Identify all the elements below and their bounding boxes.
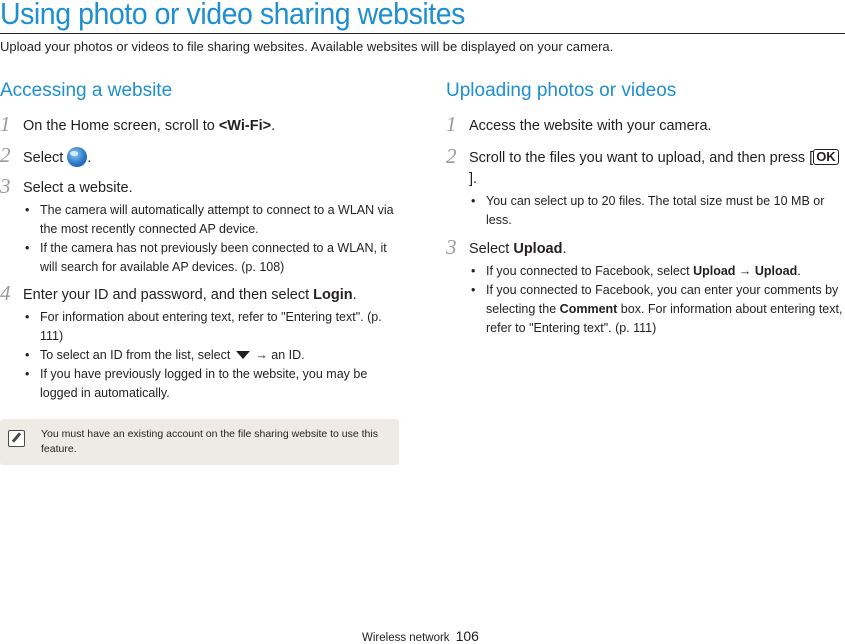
step-number: 1 — [0, 112, 11, 136]
step-2-bullets — [446, 192, 845, 230]
step-number: 1 — [446, 112, 457, 136]
login-label: Login — [313, 287, 353, 303]
intro-text: Upload your photos or videos to file sharing websites. Available websites will be displayed on your camera. — [0, 39, 614, 54]
step-number: 3 — [0, 174, 11, 198]
list-item: • If the camera has not previously been connected to a WLAN, it will search for available AP devices. (p. 108) — [23, 239, 400, 277]
uploading-section — [446, 80, 845, 338]
step-4-bullets — [0, 308, 400, 403]
page-title: Using photo or video sharing websites — [0, 0, 465, 31]
title-rule — [0, 33, 845, 34]
step-2: 2 Select . — [0, 143, 92, 167]
accessing-section — [0, 80, 400, 403]
note-box — [0, 419, 399, 465]
step-3-bullets — [446, 262, 845, 338]
list-item: • If you connected to Facebook, select Upload → Upload. — [469, 262, 845, 281]
section-heading-uploading: Uploading photos or videos — [446, 80, 677, 101]
step-number: 2 — [446, 144, 457, 168]
footer-section: Wireless network — [362, 632, 450, 644]
step-1: 1 Access the website with your camera. — [446, 112, 712, 136]
step-number: 3 — [446, 235, 457, 259]
step-3: 3 Select a website. — [0, 174, 133, 198]
list-item: • If you have previously logged in to the website, you may be logged in automatically. — [23, 365, 400, 403]
list-item: • You can select up to 20 files. The total size must be 10 MB or less. — [469, 192, 845, 230]
list-item: • If you connected to Facebook, you can enter your comments by selecting the Comment box. For information about entering text, refer to "Entering text". (p. 111) — [469, 281, 845, 338]
upload-label: Upload — [513, 241, 563, 257]
note-text: You must have an existing account on the file sharing website to use this feature. — [41, 428, 378, 455]
step-number: 2 — [0, 143, 11, 167]
step-4: 4 Enter your ID and password, and then select Login. — [0, 281, 357, 305]
page-number: 106 — [455, 628, 479, 644]
step-number: 4 — [0, 281, 11, 305]
list-item: • For information about entering text, refer to "Entering text". (p. 111) — [23, 308, 400, 346]
list-item: • The camera will automatically attempt to connect to a WLAN via the most recently connected AP device. — [23, 201, 400, 239]
step-2: 2 Scroll to the files you want to upload, and then press [ OK]. — [446, 148, 845, 190]
step-3-bullets — [0, 201, 400, 277]
section-heading-accessing: Accessing a website — [0, 80, 173, 101]
step-1: 1 On the Home screen, scroll to <Wi-Fi>. — [0, 112, 276, 136]
globe-icon — [67, 147, 87, 167]
list-item: • To select an ID from the list, select → an ID. — [23, 346, 400, 365]
dropdown-triangle-icon — [236, 351, 250, 359]
page-footer — [362, 628, 479, 644]
ok-key-icon: OK — [813, 149, 839, 165]
note-pencil-icon — [8, 430, 25, 447]
step-3: 3 Select Upload. — [446, 235, 567, 259]
wifi-label: <Wi-Fi> — [218, 118, 272, 134]
